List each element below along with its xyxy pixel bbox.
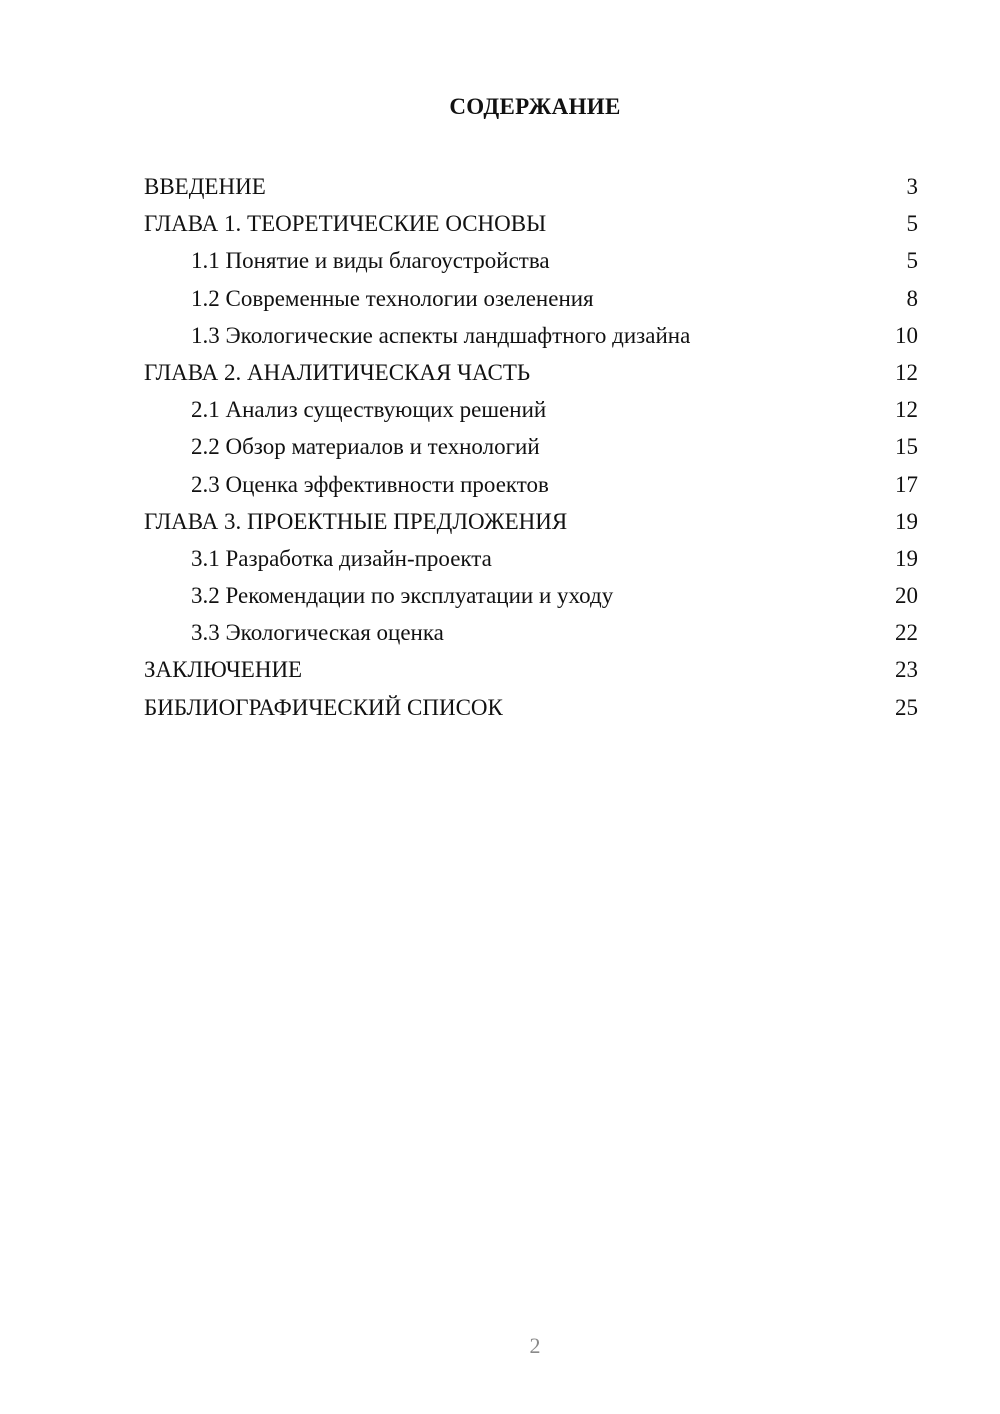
toc-entry-page: 15 bbox=[895, 434, 918, 460]
toc-entry-text: 1.1 Понятие и виды благоустройства bbox=[191, 248, 550, 274]
table-of-contents bbox=[144, 168, 918, 726]
toc-subentry bbox=[144, 280, 918, 317]
toc-entry-page: 8 bbox=[906, 285, 918, 311]
toc-subentry bbox=[144, 428, 918, 465]
toc-entry bbox=[144, 354, 918, 391]
toc-entry-text: ВВЕДЕНИЕ bbox=[144, 174, 266, 199]
toc-entry-text: 1.3 Экологические аспекты ландшафтного дизайна bbox=[191, 322, 691, 348]
toc-entry-text: 2.1 Анализ существующих решений bbox=[191, 397, 547, 423]
toc-entry-page: 12 bbox=[895, 359, 918, 385]
page-number: 2 bbox=[529, 1333, 541, 1358]
toc-entry-page: 5 bbox=[906, 248, 918, 274]
toc-entry bbox=[144, 168, 918, 205]
toc-entry bbox=[144, 689, 918, 726]
toc-entry-text: 2.3 Оценка эффективности проектов bbox=[191, 471, 549, 497]
toc-entry-text: 3.3 Экологическая оценка bbox=[191, 620, 444, 646]
toc-entry-page: 23 bbox=[895, 657, 918, 683]
toc-entry-text: БИБЛИОГРАФИЧЕСКИЙ СПИСОК bbox=[144, 694, 503, 720]
toc-entry-text: ЗАКЛЮЧЕНИЕ bbox=[144, 657, 303, 683]
toc-entry-page: 3 bbox=[906, 174, 918, 199]
toc-subentry bbox=[144, 540, 918, 577]
toc-entry-page: 19 bbox=[895, 545, 918, 571]
toc-subentry bbox=[144, 317, 918, 354]
toc-entry-text: 3.2 Рекомендации по эксплуатации и уходу bbox=[191, 583, 614, 609]
toc-entry-page: 22 bbox=[895, 620, 918, 646]
toc-entry-page: 25 bbox=[895, 694, 918, 720]
toc-entry-text: 3.1 Разработка дизайн-проекта bbox=[191, 545, 492, 571]
toc-entry bbox=[144, 503, 918, 540]
toc-entry-page: 5 bbox=[906, 211, 918, 237]
toc-subentry bbox=[144, 614, 918, 651]
toc-entry-text: ГЛАВА 1. ТЕОРЕТИЧЕСКИЕ ОСНОВЫ bbox=[144, 211, 547, 237]
toc-entry-text: ГЛАВА 2. АНАЛИТИЧЕСКАЯ ЧАСТЬ bbox=[144, 359, 531, 385]
toc-subentry bbox=[144, 577, 918, 614]
toc-entry-text: 1.2 Современные технологии озеленения bbox=[191, 285, 594, 311]
toc-subentry bbox=[144, 466, 918, 503]
toc-entry-page: 19 bbox=[895, 508, 918, 534]
toc-entry-page: 20 bbox=[895, 583, 918, 609]
toc-entry-text: ГЛАВА 3. ПРОЕКТНЫЕ ПРЕДЛОЖЕНИЯ bbox=[144, 508, 568, 534]
toc-title: СОДЕРЖАНИЕ bbox=[449, 94, 621, 119]
toc-entry-page: 10 bbox=[895, 322, 918, 348]
toc-entry bbox=[144, 205, 918, 242]
toc-entry-page: 12 bbox=[895, 397, 918, 423]
toc-subentry bbox=[144, 242, 918, 279]
toc-entry bbox=[144, 651, 918, 688]
toc-subentry bbox=[144, 391, 918, 428]
toc-entry-page: 17 bbox=[895, 471, 918, 497]
toc-entry-text: 2.2 Обзор материалов и технологий bbox=[191, 434, 540, 460]
